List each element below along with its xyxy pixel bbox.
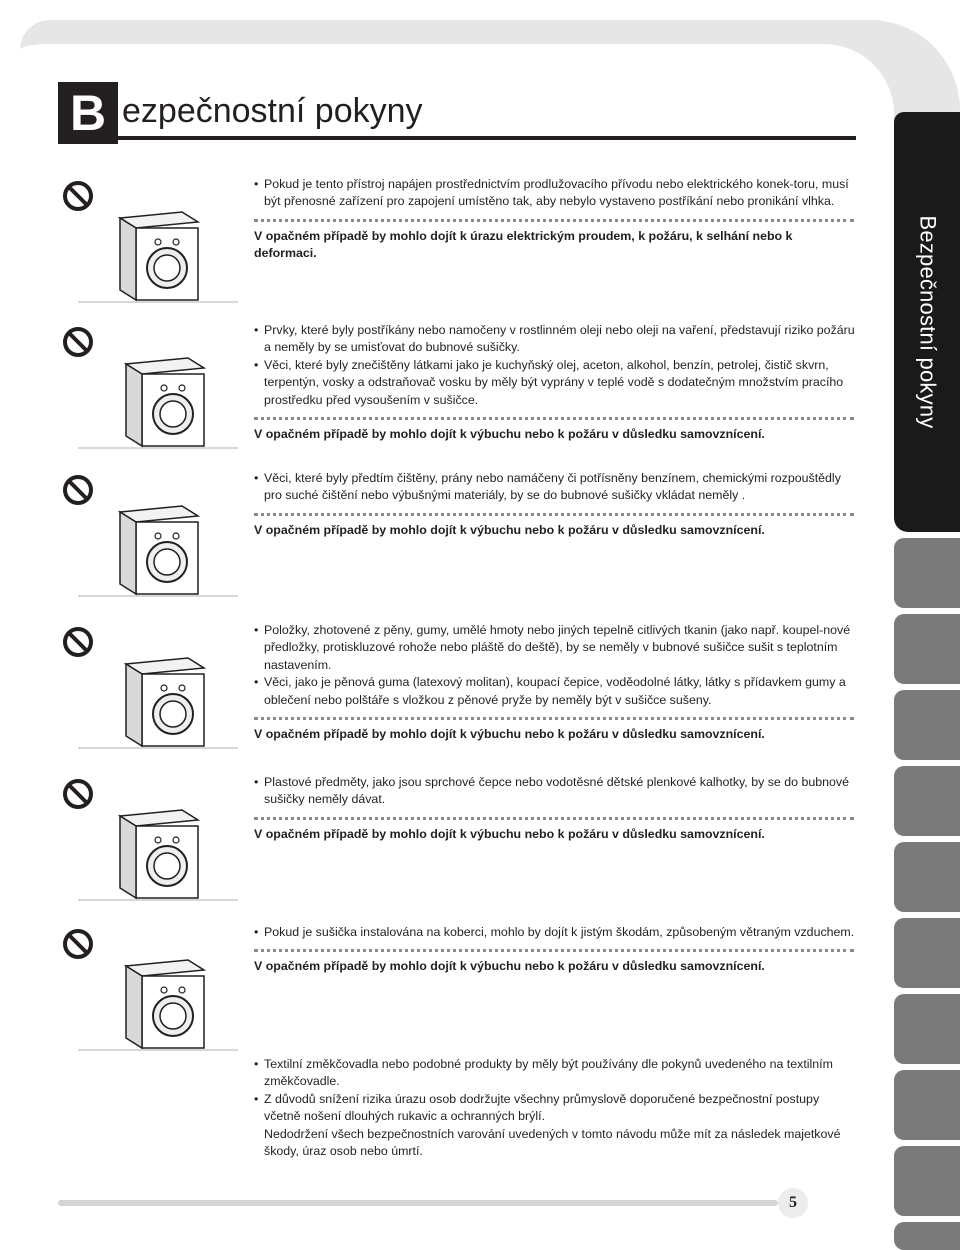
warning-text: V opačném případě by mohlo dojít k výbuchu nebo k požáru v důsledku samovznícení. — [254, 959, 765, 974]
washer-eye — [155, 533, 161, 539]
dotted-divider — [254, 717, 854, 720]
bullet-item: • Z důvodů snížení rizika úrazu osob dodržujte všechny průmyslově doporučené bezpečnostní postupy včetně nošení dlouhých rukavic a ochranných brýlí. — [254, 1091, 856, 1126]
washer-side — [120, 816, 136, 898]
tab-section-10[interactable] — [894, 1146, 960, 1216]
washer-illustration — [58, 470, 246, 600]
bullet-item: • Pokud je tento přístroj napájen prostřednictvím prodlužovacího přívodu nebo elektrického konek-toru, musí být přenosné zařízení pro zapojení umístěno tak, aby nebylo vystaveno postříkání nebo pronikání vlhka. — [254, 176, 856, 211]
bullet-item: • Prvky, které byly postříkány nebo namočeny v rostlinném oleji nebo oleji na vaření, představují riziko požáru a neměly by se umisťovat do bubnové sušičky. — [254, 322, 856, 357]
page-title: ezpečnostní pokyny — [122, 92, 423, 130]
prohibition-icon — [65, 329, 91, 355]
illustration-drawing — [58, 774, 246, 904]
illustration-drawing — [58, 176, 246, 306]
section-text — [254, 924, 856, 976]
washer-eye — [173, 239, 179, 245]
warning-text: V opačném případě by mohlo dojít k úrazu elektrickým proudem, k požáru, k selhání nebo k deformaci. — [254, 228, 793, 261]
bullet-item: • Věci, které byly předtím čištěny, prány nebo namáčeny či potřísněny benzínem, chemickými rozpouštědly pro suché čištění nebo výbušnými materiály, by se do bubnové sušičky vkládat neměly . — [254, 470, 856, 505]
bullet-item: • Pokud je sušička instalována na koberci, mohlo by dojít k jistým škodám, způsobeným větraným vzduchem. — [254, 924, 856, 941]
warning-text: V opačném případě by mohlo dojít k výbuchu nebo k požáru v důsledku samovznícení. — [254, 522, 765, 537]
section-text — [254, 470, 856, 539]
section-text — [254, 774, 856, 843]
dotted-divider — [254, 219, 854, 222]
tab-section-4[interactable] — [894, 690, 960, 760]
washer-eye — [173, 837, 179, 843]
warning-text: V opačném případě by mohlo dojít k výbuchu nebo k požáru v důsledku samovznícení. — [254, 727, 765, 742]
washer-door-glass — [160, 401, 186, 427]
washer-door-glass — [160, 1003, 186, 1029]
washer-side — [126, 664, 142, 746]
washer-illustration — [58, 622, 246, 752]
page-number: 5 — [778, 1188, 808, 1218]
washer-eye — [179, 685, 185, 691]
washer-illustration — [58, 774, 246, 904]
illustration-drawing — [58, 924, 246, 1054]
prohibition-icon — [65, 183, 91, 209]
section-text — [254, 1056, 856, 1160]
washer-door-glass — [154, 549, 180, 575]
tab-section-6[interactable] — [894, 842, 960, 912]
washer-eye — [161, 987, 167, 993]
illustration-drawing — [58, 622, 246, 752]
dotted-divider — [254, 417, 854, 420]
washer-side — [120, 512, 136, 594]
prohibition-icon — [65, 781, 91, 807]
tab-bezpecnostni-pokyny[interactable] — [894, 112, 960, 532]
washer-eye — [179, 385, 185, 391]
washer-eye — [161, 385, 167, 391]
tab-section-2[interactable] — [894, 538, 960, 608]
washer-eye — [155, 239, 161, 245]
tab-section-11[interactable] — [894, 1222, 960, 1250]
note-text: Nedodržení všech bezpečnostních varování uvedených v tomto návodu může mít za následek majetkové škody, úraz osob nebo úmrtí. — [264, 1126, 841, 1159]
footer-rule — [58, 1200, 778, 1206]
washer-eye — [161, 685, 167, 691]
section-text — [254, 622, 856, 743]
washer-door-glass — [160, 701, 186, 727]
washer-side — [126, 364, 142, 446]
tab-section-8[interactable] — [894, 994, 960, 1064]
bullet-item: • Plastové předměty, jako jsou sprchové čepce nebo vodotěsné dětské plenkové kalhotky, by se do bubnové sušičky neměly dávat. — [254, 774, 856, 809]
washer-illustration — [58, 322, 246, 452]
warning-text: V opačném případě by mohlo dojít k výbuchu nebo k požáru v důsledku samovznícení. — [254, 826, 765, 841]
washer-eye — [155, 837, 161, 843]
warning-text: V opačném případě by mohlo dojít k výbuchu nebo k požáru v důsledku samovznícení. — [254, 427, 765, 442]
tab-label: Bezpečnostní pokyny — [915, 215, 940, 429]
washer-illustration — [58, 176, 246, 306]
title-underline — [118, 136, 856, 140]
dotted-divider — [254, 817, 854, 820]
prohibition-icon — [65, 629, 91, 655]
tab-section-9[interactable] — [894, 1070, 960, 1140]
prohibition-icon — [65, 931, 91, 957]
washer-door-glass — [154, 853, 180, 879]
bullet-item: • Věci, jako je pěnová guma (latexový molitan), koupací čepice, voděodolné látky, látky s přídavkem gumy a oblečení nebo polštáře s vložkou z pěnové pryže by neměly být v sušičce sušeny. — [254, 674, 856, 709]
prohibition-icon — [65, 477, 91, 503]
dotted-divider — [254, 513, 854, 516]
dotted-divider — [254, 949, 854, 952]
title-initial: B — [58, 82, 118, 144]
washer-door-glass — [154, 255, 180, 281]
tab-section-5[interactable] — [894, 766, 960, 836]
bullet-item: • Věci, které byly znečištěny látkami jako je kuchyňský olej, aceton, alkohol, benzín, petrolej, čistič skvrn, terpentýn, vosky a odstraňovač vosku by měly být vyprány v teplé vodě s dodatečným množstvím pracího prostředku před vysoušením v sušičce. — [254, 357, 856, 409]
washer-side — [126, 966, 142, 1048]
bullet-item: • Položky, zhotovené z pěny, gumy, umělé hmoty nebo jiných tepelně citlivých tkanin (jako např. koupel-nové předložky, protiskluzové rohože nebo pláště do deště), by se neměly v bubnové sušičce sušit s teplotním nastavením. — [254, 622, 856, 674]
tab-section-7[interactable] — [894, 918, 960, 988]
section-text — [254, 176, 856, 263]
bullet-item: • Textilní změkčovadla nebo podobné produkty by měly být používány dle pokynů uvedeného na textilním změkčovadle. — [254, 1056, 856, 1091]
illustration-drawing — [58, 322, 246, 452]
washer-eye — [179, 987, 185, 993]
washer-eye — [173, 533, 179, 539]
washer-side — [120, 218, 136, 300]
tab-section-3[interactable] — [894, 614, 960, 684]
illustration-drawing — [58, 470, 246, 600]
washer-illustration — [58, 924, 246, 1054]
page-frame-top — [20, 20, 880, 64]
section-text — [254, 322, 856, 443]
